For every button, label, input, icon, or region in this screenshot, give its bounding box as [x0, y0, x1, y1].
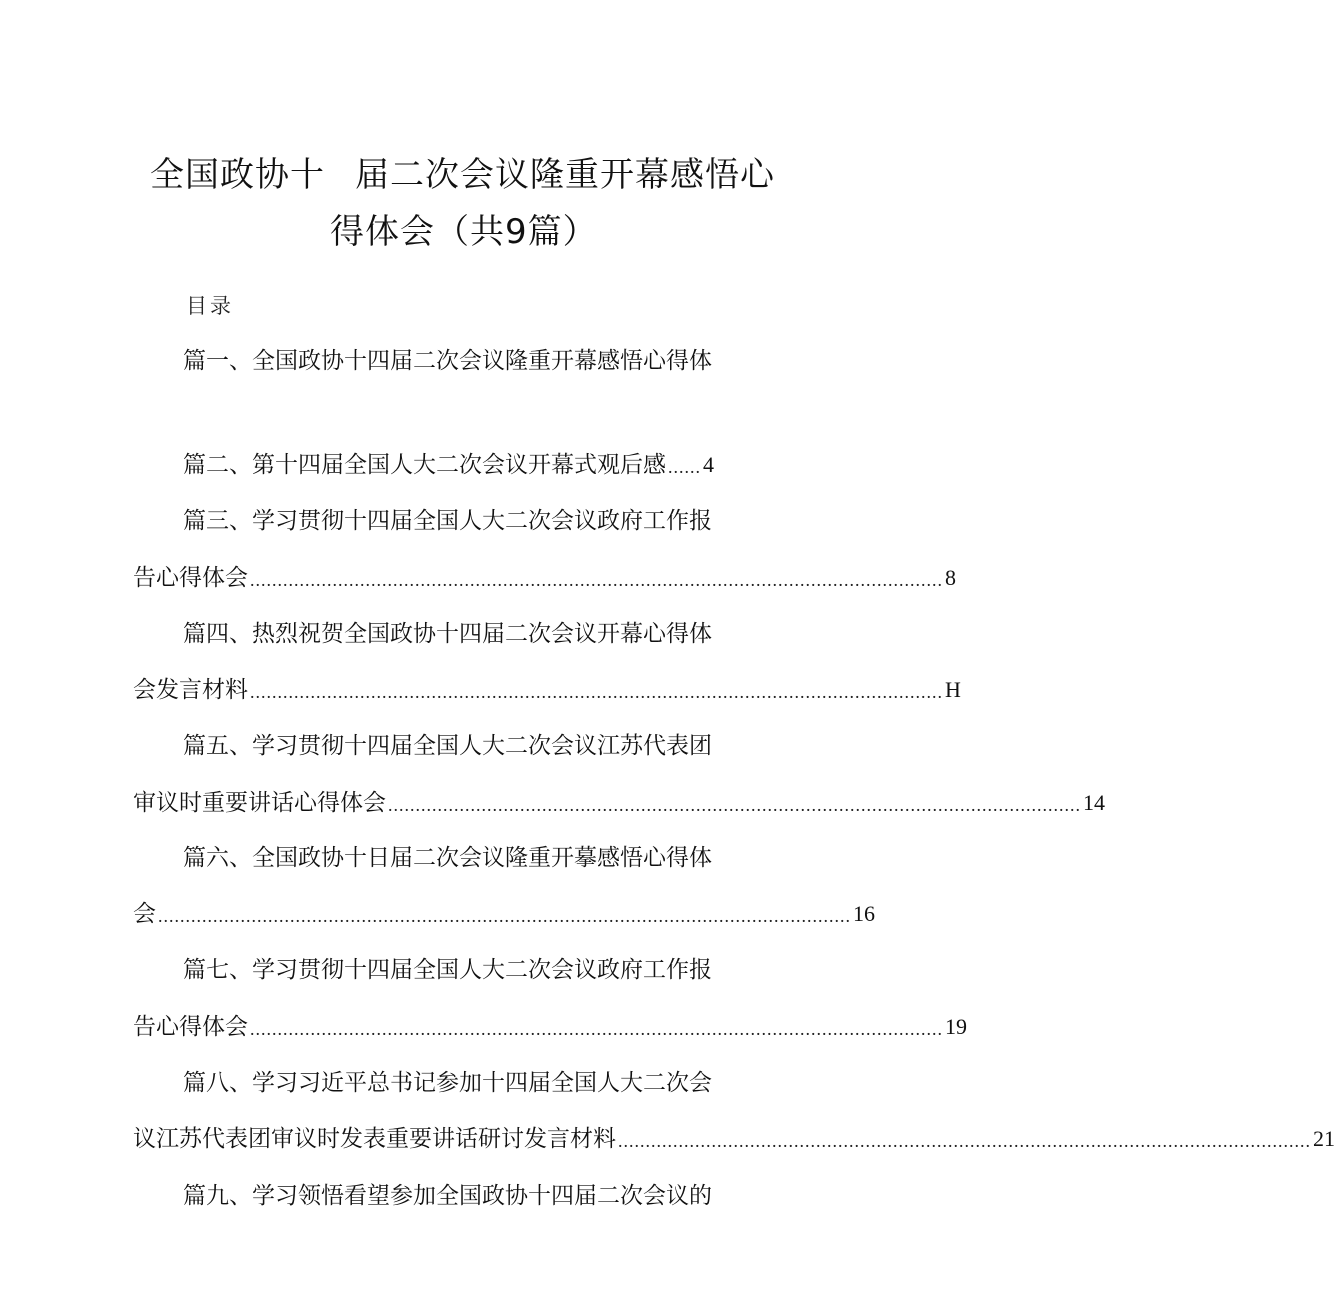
title-line1-part2: 届二次会议隆重开幕感悟心	[355, 155, 775, 195]
toc-entry-3-leader: ..............................................................................................................................	[250, 570, 943, 590]
toc-entry-2-leader: ......	[668, 457, 701, 477]
toc-entry-1-line1[interactable]: 篇一、全国政协十四届二次会议隆重开幕感悟心得体	[183, 348, 712, 374]
toc-entry-7-line2[interactable]	[133, 1012, 967, 1042]
toc-entry-5-line1[interactable]: 篇五、学习贯彻十四届全国人大二次会议江苏代表团	[183, 733, 712, 759]
toc-entry-5-leader: ..............................................................................................................................	[388, 795, 1081, 815]
toc-entry-8-line2[interactable]	[133, 1124, 1335, 1154]
toc-entry-4-leader: ..............................................................................................................................	[250, 682, 943, 702]
toc-entry-9-line1[interactable]: 篇九、学习领悟看望参加全国政协十四届二次会议的	[183, 1183, 712, 1209]
toc-entry-2-page: 4	[703, 452, 714, 477]
toc-entry-7-leader: ..............................................................................................................................	[250, 1019, 943, 1039]
toc-entry-6-leader: ..............................................................................................................................	[158, 906, 851, 926]
toc-entry-3-line2[interactable]	[133, 563, 956, 593]
toc-entry-4-page: H	[945, 677, 961, 702]
title-line1-part1: 全国政协十	[150, 155, 325, 195]
toc-entry-6-line1[interactable]: 篇六、全国政协十日届二次会议隆重开摹感悟心得体	[183, 845, 712, 871]
toc-entry-2[interactable]	[183, 450, 714, 480]
toc-entry-5-page: 14	[1083, 790, 1105, 815]
toc-entry-8-page: 21	[1313, 1126, 1335, 1151]
toc-entry-5-line2[interactable]	[133, 788, 1105, 818]
toc-entry-4-text: 会发言材料	[133, 677, 248, 703]
toc-entry-2-text: 篇二、第十四届全国人大二次会议开幕式观后感	[183, 452, 666, 478]
toc-entry-7-line1[interactable]: 篇七、学习贯彻十四届全国人大二次会议政府工作报	[183, 957, 712, 983]
toc-entry-6-line2[interactable]	[133, 899, 875, 929]
toc-entry-6-text: 会	[133, 901, 156, 927]
toc-entry-8-leader: ..............................................................................................................................	[618, 1131, 1311, 1151]
toc-entry-3-line1[interactable]: 篇三、学习贯彻十四届全国人大二次会议政府工作报	[183, 508, 712, 534]
toc-entry-4-line1[interactable]: 篇四、热烈祝贺全国政协十四届二次会议开幕心得体	[183, 621, 712, 647]
toc-entry-8-text: 议江苏代表团审议时发表重要讲话研讨发言材料	[133, 1126, 616, 1152]
toc-entry-3-page: 8	[945, 565, 956, 590]
toc-entry-3-text: 告心得体会	[133, 565, 248, 591]
toc-entry-7-page: 19	[945, 1014, 967, 1039]
toc-entry-4-line2[interactable]	[133, 675, 961, 705]
toc-heading: 目录	[186, 294, 234, 318]
toc-entry-6-page: 16	[853, 901, 875, 926]
toc-entry-8-line1[interactable]: 篇八、学习习近平总书记参加十四届全国人大二次会	[183, 1070, 712, 1096]
title-line2: 得体会（共9篇）	[330, 212, 598, 252]
toc-entry-5-text: 审议时重要讲话心得体会	[133, 790, 386, 816]
toc-entry-7-text: 告心得体会	[133, 1014, 248, 1040]
